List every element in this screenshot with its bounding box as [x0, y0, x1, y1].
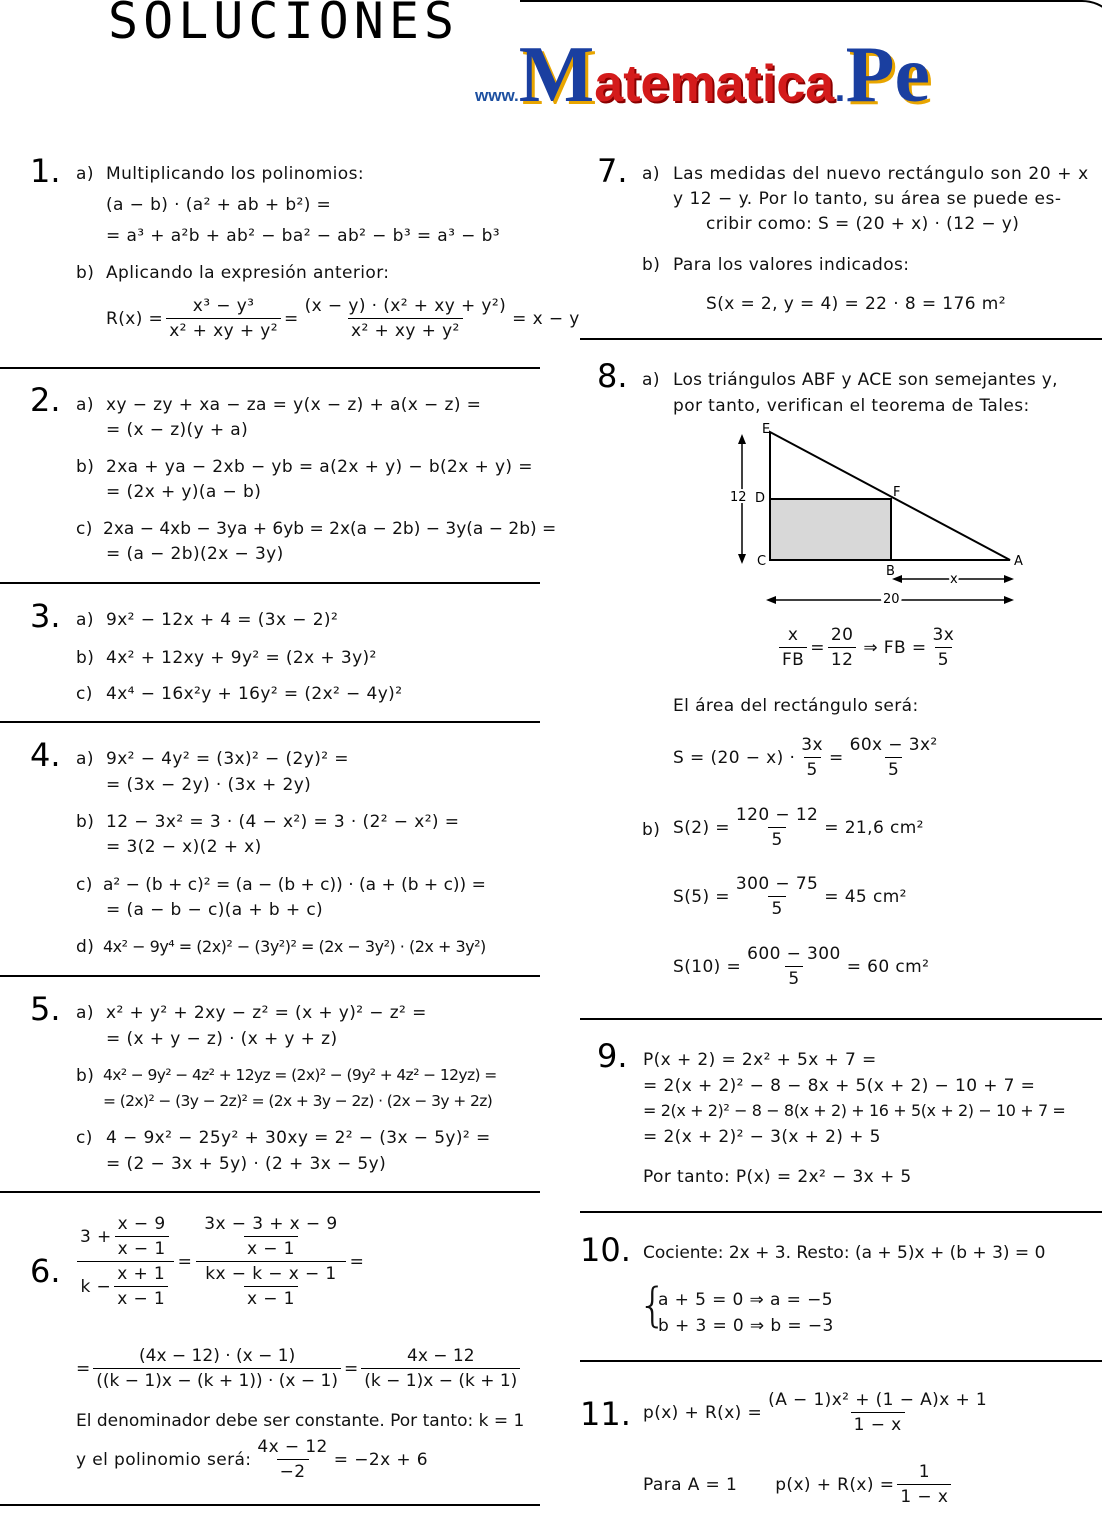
p11-frac2: [897, 1462, 951, 1507]
problem-9-number: 9.: [597, 1037, 628, 1075]
p8-r2-den: 12: [828, 647, 856, 670]
divider: [0, 582, 540, 584]
p8-b-label: b): [642, 820, 661, 840]
p4-c-line2: = (a − b − c)(a + b + c): [106, 900, 324, 920]
p6-cf2-top: [195, 1214, 346, 1261]
p11-frac: [765, 1390, 990, 1435]
p3-c-label: c): [76, 684, 93, 704]
logo-text: atematica: [594, 55, 835, 113]
divider: [0, 975, 540, 977]
p5-a-label: a): [76, 1003, 94, 1023]
p2-b-label: b): [76, 457, 95, 477]
p8-r1-den: FB: [779, 647, 807, 670]
p9-line2: = 2(x + 2)² − 8 − 8x + 5(x + 2) − 10 + 7 =: [643, 1076, 1036, 1096]
p10-system-1: a + 5 = 0 ⇒ a = −5: [658, 1290, 833, 1310]
divider: [580, 1018, 1102, 1020]
p6-f3-num: (4x − 12) · (x − 1): [139, 1346, 296, 1366]
logo-dot: .: [834, 74, 846, 109]
p6-eq: =: [177, 1251, 193, 1272]
p11-frac2-num: 1: [918, 1462, 930, 1482]
p6-l2-eq2: =: [344, 1358, 359, 1379]
p11-line2: [643, 1462, 954, 1507]
p8-s10-lhs: S(10) =: [673, 956, 742, 977]
p8-area-formula: [673, 735, 944, 780]
p1-b-formula: [106, 296, 580, 341]
p1-b-text: Aplicando la expresión anterior:: [106, 263, 390, 283]
p7-b-label: b): [642, 255, 661, 275]
p6-l2-eq: =: [76, 1358, 91, 1379]
p2-b-line2: = (2x + y)(a − b): [106, 482, 262, 502]
p6-complex-fraction-1: [77, 1214, 175, 1309]
p8-s5-lhs: S(5) =: [673, 886, 730, 907]
p8-r2-num: 20: [830, 625, 854, 645]
p8-s2-num: 60x − 3x²: [849, 735, 938, 755]
p3-c: 4x⁴ − 16x²y + 16y² = (2x² − 4y)²: [106, 684, 403, 704]
p8-r1: [779, 625, 807, 670]
p11-l2b: p(x) + R(x) =: [775, 1474, 895, 1495]
p8-s2: [847, 735, 941, 780]
label-D: D: [755, 491, 766, 506]
p8-s2-formula: [673, 805, 924, 850]
p4-d-line1: 4x² − 9y⁴ = (2x)² − (3y²)² = (2x − 3y²) · (2x + 3y²): [103, 937, 486, 956]
p8-r-eq: =: [810, 637, 825, 658]
p6-result: = −2x + 6: [333, 1449, 429, 1470]
problem-10-number: 10.: [580, 1231, 631, 1269]
p6-text2: y el polinomio será:: [76, 1449, 252, 1470]
p8-a-line1: Los triángulos ABF y ACE son semejantes y,: [673, 370, 1058, 390]
p11-frac2-den: 1 − x: [897, 1484, 951, 1507]
p1-f2-den: x² + xy + y²: [348, 318, 463, 341]
p8-a-label: a): [642, 370, 660, 390]
p6-fraction-5: [254, 1437, 330, 1482]
label-x: x: [950, 572, 958, 587]
label-E: E: [762, 422, 771, 437]
p9-line3: = 2(x + 2)² − 8 − 8(x + 2) + 16 + 5(x + 2) − 10 + 7 =: [643, 1101, 1066, 1120]
p6-b1-den: x − 1: [114, 1286, 168, 1309]
p3-a-label: a): [76, 610, 94, 630]
p8-a-line2: por tanto, verifican el teorema de Tales:: [673, 396, 1030, 416]
p8-s1: [798, 735, 826, 780]
logo-pe: Pe: [845, 31, 930, 119]
p11-formula: [643, 1390, 993, 1435]
p6-b1-frac: [114, 1264, 168, 1309]
logo-www: www.: [475, 86, 519, 105]
p8-s10-result: = 60 cm²: [846, 956, 930, 977]
p4-a-line2: = (3x − 2y) · (3x + 2y): [106, 775, 312, 795]
p8-s5-frac-num: 300 − 75: [735, 874, 819, 894]
problem-11-number: 11.: [580, 1395, 631, 1433]
p8-s2-frac-num: 120 − 12: [735, 805, 819, 825]
divider: [580, 1360, 1102, 1362]
p4-c-line1: a² − (b + c)² = (a − (b + c)) · (a + (b + c)) =: [103, 875, 486, 895]
p8-ratio-line: [776, 625, 960, 670]
p10-system-2: b + 3 = 0 ⇒ b = −3: [658, 1316, 834, 1336]
arrow-head: [738, 554, 746, 564]
p2-a-line1: xy − zy + xa − za = y(x − z) + a(x − z) =: [106, 395, 482, 415]
p1-fraction-2: [302, 296, 510, 341]
problem-1-number: 1.: [30, 152, 61, 190]
p9-line4: = 2(x + 2)² − 3(x + 2) + 5: [643, 1127, 881, 1147]
p8-s2-lhs: S(2) =: [673, 817, 730, 838]
p2-a-label: a): [76, 395, 94, 415]
label-B: B: [886, 564, 895, 579]
p2-b-line1: 2xa + ya − 2xb − yb = a(2x + y) − b(2x + y) =: [106, 457, 533, 477]
p6-complex-fraction-2: [195, 1214, 346, 1309]
p6-cf1-top: [77, 1214, 175, 1261]
p8-s2-frac: [733, 805, 821, 850]
arrow-head: [1004, 596, 1014, 604]
problem-3-number: 3.: [30, 597, 61, 635]
p8-s1-den: 5: [804, 757, 821, 780]
divider: [580, 1211, 1102, 1213]
p3-b: 4x² + 12xy + 9y² = (2x + 3y)²: [106, 648, 377, 668]
p6-f3-den: ((k − 1)x − (k + 1)) · (x − 1): [93, 1368, 341, 1391]
arrow-head: [1004, 575, 1014, 583]
page-title: SOLUCIONES: [108, 0, 460, 50]
p6-t2-den: x − 1: [244, 1236, 298, 1259]
p6-cf2-bottom: [196, 1261, 345, 1309]
p8-s10-frac-num: 600 − 300: [747, 944, 841, 964]
p1-r-lhs: R(x) =: [106, 308, 164, 329]
p6-b1: k −: [80, 1276, 112, 1297]
p5-a-line1: x² + y² + 2xy − z² = (x + y)² − z² =: [106, 1003, 427, 1023]
logo-m: M: [518, 31, 595, 119]
p7-a-line1: Las medidas del nuevo rectángulo son 20 + x: [673, 164, 1089, 184]
label-12: 12: [730, 490, 747, 505]
p6-text1: El denominador debe ser constante. Por tanto: k = 1: [76, 1411, 525, 1431]
p10-line1: Cociente: 2x + 3. Resto: (a + 5)x + (b + 3) = 0: [643, 1243, 1046, 1263]
p6-t1-den: x − 1: [115, 1236, 169, 1259]
p5-c-line2: = (2 − 3x + 5y) · (2 + 3x − 5y): [106, 1154, 387, 1174]
p6-cf1-bottom: [77, 1261, 174, 1309]
p6-t1: 3 +: [80, 1226, 112, 1247]
p8-s5-formula: [673, 874, 907, 919]
p6-f5-num: 4x − 12: [257, 1437, 328, 1457]
problem-4-number: 4.: [30, 736, 61, 774]
p6-t1-frac: [115, 1214, 169, 1259]
p11-l2a: Para A = 1: [643, 1474, 738, 1495]
p8-s2-result: = 21,6 cm²: [824, 817, 924, 838]
p3-a: 9x² − 12x + 4 = (3x − 2)²: [106, 610, 339, 630]
problem-2-number: 2.: [30, 381, 61, 419]
p5-b-line2: = (2x)² − (3y − 2z)² = (2x + 3y − 2z) · (2x − 3y + 2z): [103, 1092, 493, 1110]
p6-t1-num: x − 9: [117, 1214, 166, 1234]
p8-s10-formula: [673, 944, 929, 989]
arrow-head: [766, 596, 776, 604]
p9-line1: P(x + 2) = 2x² + 5x + 7 =: [643, 1050, 877, 1070]
p6-result-line: [76, 1437, 428, 1482]
p6-f4-num: 4x − 12: [407, 1346, 475, 1366]
p1-b-label: b): [76, 263, 95, 283]
p8-s-lhs: S = (20 − x) ·: [673, 747, 796, 768]
p8-r1-num: x: [787, 625, 799, 645]
p1-eq: =: [283, 308, 299, 329]
p1-f1-num: x³ − y³: [192, 296, 255, 316]
p8-s1-num: 3x: [801, 735, 823, 755]
p1-a-text: Multiplicando los polinomios:: [106, 164, 364, 184]
p6-b2-den: x − 1: [244, 1286, 298, 1309]
p6-t2-num: 3x − 3 + x − 9: [204, 1214, 338, 1234]
p4-a-label: a): [76, 749, 94, 769]
p8-r3: [929, 625, 957, 670]
p6-b2-frac: [202, 1264, 339, 1309]
p8-s2-frac-den: 5: [768, 827, 785, 850]
p5-c-line1: 4 − 9x² − 25y² + 30xy = 2² − (3x − 5y)² =: [106, 1128, 491, 1148]
p6-fraction-4: [361, 1346, 520, 1391]
p6-line2: [76, 1346, 523, 1391]
p7-a-line3: cribir como: S = (20 + x) · (12 − y): [706, 214, 1020, 234]
shaded-rectangle: [770, 499, 891, 560]
p4-b-label: b): [76, 812, 95, 832]
p1-r-rhs: = x − y: [512, 308, 580, 329]
p6-b2-num: kx − k − x − 1: [205, 1264, 337, 1284]
p7-a-line2: y 12 − y. Por lo tanto, su área se puede es-: [673, 189, 1062, 209]
p11-frac-num: (A − 1)x² + (1 − A)x + 1: [768, 1390, 988, 1410]
p6-f5-den: −2: [277, 1459, 309, 1482]
divider: [0, 721, 540, 723]
divider: [0, 1191, 540, 1193]
problem-6-number: 6.: [30, 1252, 61, 1290]
p2-c-line2: = (a − 2b)(2x − 3y): [106, 544, 284, 564]
p2-a-line2: = (x − z)(y + a): [106, 420, 249, 440]
p1-a-line1: (a − b) · (a² + ab + b²) =: [106, 195, 332, 215]
p1-f1-den: x² + xy + y²: [166, 318, 281, 341]
divider: [0, 1504, 540, 1506]
p5-b-label: b): [76, 1066, 95, 1086]
p7-b-text: Para los valores indicados:: [673, 255, 910, 275]
arrow-head: [738, 434, 746, 444]
p4-b-line2: = 3(2 − x)(2 + x): [106, 837, 262, 857]
p1-f2-num: (x − y) · (x² + xy + y²): [304, 296, 507, 316]
p6-b1-num: x + 1: [117, 1264, 166, 1284]
p5-b-line1: 4x² − 9y² − 4z² + 12yz = (2x)² − (9y² + 4z² − 12yz) =: [103, 1066, 497, 1084]
p7-b-result: S(x = 2, y = 4) = 22 · 8 = 176 m²: [706, 294, 1006, 314]
p8-r3-den: 5: [935, 647, 952, 670]
divider: [580, 338, 1102, 340]
p10-brace: {: [638, 1278, 668, 1332]
p9-line5: Por tanto: P(x) = 2x² − 3x + 5: [643, 1167, 912, 1187]
p8-s5-result: = 45 cm²: [824, 886, 907, 907]
problem-8-number: 8.: [597, 357, 628, 395]
p8-s10-frac: [744, 944, 844, 989]
p2-c-label: c): [76, 519, 93, 539]
p1-fraction-1: [166, 296, 281, 341]
p6-t2-frac: [201, 1214, 340, 1259]
triangle-figure: [720, 420, 1040, 610]
p1-a-label: a): [76, 164, 94, 184]
p1-a-line2: = a³ + a²b + ab² − ba² − ab² − b³ = a³ − b³: [106, 226, 500, 246]
p8-s5-frac-den: 5: [768, 896, 785, 919]
p11-lhs: p(x) + R(x) =: [643, 1402, 763, 1423]
label-A: A: [1014, 554, 1023, 569]
label-20: 20: [883, 592, 900, 607]
p8-r-implies: ⇒ FB =: [863, 637, 927, 658]
p8-s-eq: =: [828, 747, 844, 768]
p6-f4-den: (k − 1)x − (k + 1): [361, 1368, 520, 1391]
p6-eq2: =: [349, 1251, 365, 1272]
p8-r2: [828, 625, 856, 670]
p8-s10-frac-den: 5: [785, 966, 802, 989]
problem-7-number: 7.: [597, 152, 628, 190]
label-F: F: [893, 485, 901, 500]
p4-c-label: c): [76, 875, 93, 895]
p4-d-label: d): [76, 937, 95, 957]
p4-a-line1: 9x² − 4y² = (3x)² − (2y)² =: [106, 749, 349, 769]
problem-5-number: 5.: [30, 990, 61, 1028]
p8-r3-num: 3x: [932, 625, 955, 645]
site-logo[interactable]: [475, 30, 930, 119]
p8-s2-den: 5: [885, 757, 902, 780]
label-C: C: [757, 554, 767, 569]
p11-frac-den: 1 − x: [851, 1412, 905, 1435]
p5-a-line2: = (x + y − z) · (x + y + z): [106, 1029, 338, 1049]
p6-fraction-3: [93, 1346, 341, 1391]
p4-b-line1: 12 − 3x² = 3 · (4 − x²) = 3 · (2² − x²) =: [106, 812, 460, 832]
p6-complex-fraction-line: [74, 1214, 364, 1309]
p2-c-line1: 2xa − 4xb − 3ya + 6yb = 2x(a − 2b) − 3y(a − 2b) =: [103, 519, 557, 539]
p8-area-text: El área del rectángulo será:: [673, 696, 919, 716]
p7-a-label: a): [642, 164, 660, 184]
divider: [0, 367, 540, 369]
p5-c-label: c): [76, 1128, 93, 1148]
p3-b-label: b): [76, 648, 95, 668]
p8-s5-frac: [733, 874, 821, 919]
